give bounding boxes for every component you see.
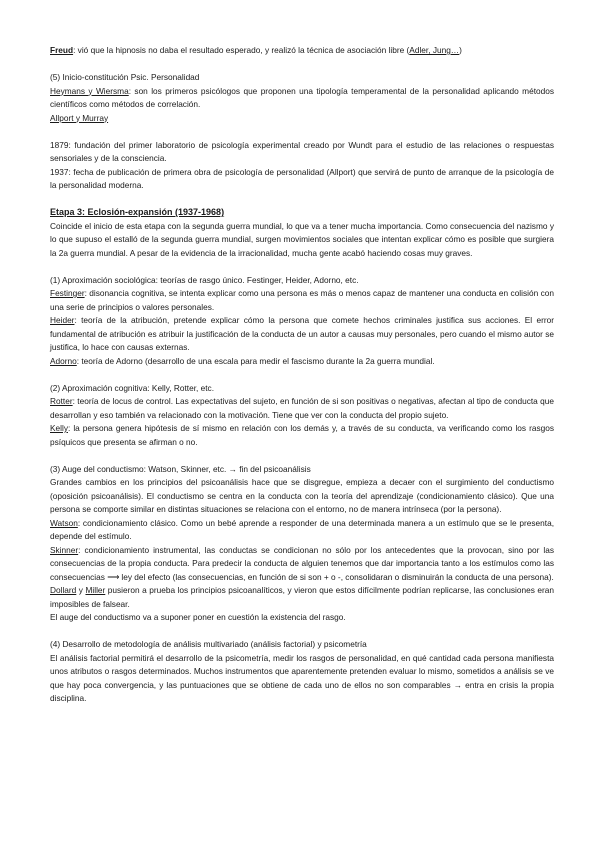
paragraph: Adorno: teoría de Adorno (desarrollo de una escala para medir el fascismo durante la 2a guerra mundial. [50,355,435,366]
paragraph: Grandes cambios en los principios del psicoanálisis hace que se disgregue, empieza a decaer con el surgimiento del conductismo (oposición psicoanálisis). El conductismo se centra en la conducta con la teoría del aprendizaje (condicionamiento clásico). Que una persona se comporte similar en distintas situaciones se relaciona con el entorno, no de manera intrínseca (por la persona). [50,477,554,514]
date-paragraph: 1879: fundación del primer laboratorio de psicología experimental creado por Wundt para el estudio de las relaciones o respuestas sensoriales y de la consciencia. [50,139,554,163]
section-heading: (1) Aproximación sociológica: teorías de rasgo único. Festinger, Heider, Adorno, etc. [50,274,359,285]
stage-title: Etapa 3: Eclosión-expansión (1937-1968) [50,207,225,217]
author-name: Festinger [50,288,85,298]
paragraph: Rotter: teoría de locus de control. Las expectativas del sujeto, en función de si son positivas o negativas, afectan al tipo de conducta que desarrollan y eso también va relacionado con la motivación. Tiene que ver con la conducta del propio sujeto. [50,396,554,420]
freud-paragraph: Freud: vió que la hipnosis no daba el resultado esperado, y realizó la técnica de asociación libre (Adler, Jung…) [50,45,462,55]
author-name: Allport y Murray [50,112,109,123]
section-heading: (2) Aproximación cognitiva: Kelly, Rotter, etc. [50,382,215,393]
paragraph [50,112,554,126]
paragraph: Festinger: disonancia cognitiva, se intenta explicar como una persona es más o menos capaz de mantener una conducta en colisión con una serie de principios o valores personales. [50,288,554,312]
paragraph: Kelly: la persona genera hipótesis de sí mismo en relación con los demás y, a través de su conducta, va verificando como los rasgos psíquicos que presenta se afirman o no. [50,423,554,447]
author-link: Adler, Jung… [409,45,460,55]
paragraph: Skinner: condicionamiento instrumental, las conductas se condicionan no sólo por los antecedentes que la provocan, sino por las consecuencias de la propia conducta. Para predecir la conducta de alguien tenemos que dar importancia tanto a los estímulos como las consecuencias ⟶ ley del efecto (las consecuencias, en función de si son + o -, consolidaran o disminuirán la conducta de una persona). [50,544,554,582]
author-name: Freud [50,45,74,55]
paragraph: Coincide el inicio de esta etapa con la segunda guerra mundial, lo que va a tener mucha importancia. Como consecuencia del nazismo y lo que supuso el estalló de la segunda guerra mundial, surgen movimientos sociales que intentan explicar cómo es posible que surgiera la 2a guerra mundial. A pesar de la evidencia de la irracionalidad, mucha gente acabó haciendo cosas muy graves. [50,220,554,258]
paragraph: El análisis factorial permitirá el desarrollo de la psicometría, medir los rasgos de personalidad, en qué cantidad cada persona manifiesta unos atributos o rasgos determinados. Muchos instrumentos que aparentemente pretenden evaluar lo mismo, sometidos a análisis se ve que hay poca convergencia, y las puntuaciones que se obtiene de cada uno de ellos no son comparables → entra en crisis la propia disciplina. [50,652,554,703]
author-name: Heider [50,315,75,325]
author-name: Rotter [50,396,73,406]
author-name: Watson [50,517,78,528]
author-name: Adorno [50,355,77,366]
author-name: Skinner [50,544,79,555]
author-name: Dollard [50,585,77,595]
date-paragraph: 1937: fecha de publicación de primera obra de psicología de personalidad (Allport) que servirá de punto de arranque de la psicología de la personalidad moderna. [50,166,554,190]
paragraph: Heider: teoría de la atribución, pretende explicar cómo la persona que comete hechos criminales justifica sus acciones. El error fundamental de atribución es atribuir la justificación de la conducta de un autor a causas muy personales, pero cuando el mismo autor se justifica, lo hace con causas externas. [50,315,554,352]
paragraph: Dollard y Miller pusieron a prueba los principios psicoanalíticos, y vieron que estos difícilmente podrían replicarse, las conclusiones eran imposibles de falsear. [50,585,554,609]
paragraph: El auge del conductismo va a suponer poner en cuestión la existencia del rasgo. [50,612,346,622]
paragraph: Heymans y Wiersma: son los primeros psicólogos que proponen una tipología temperamental de la personalidad aplicando métodos científicos como métodos de correlación. [50,85,554,109]
author-name: Kelly [50,423,68,433]
section-heading: (4) Desarrollo de metodología de análisis multivariado (análisis factorial) y psicometría [50,639,367,649]
author-name: Miller [85,585,106,595]
section-heading: (3) Auge del conductismo: Watson, Skinner, etc. → fin del psicoanálisis [50,463,311,474]
paragraph: Watson: condicionamiento clásico. Como un bebé aprende a responder de una determinada manera a un estímulo que se le presenta, depende del estímulo. [50,517,554,541]
section-heading: (5) Inicio-constitución Psic. Personalidad [50,72,200,82]
author-name: Heymans y Wiersma [50,85,129,96]
